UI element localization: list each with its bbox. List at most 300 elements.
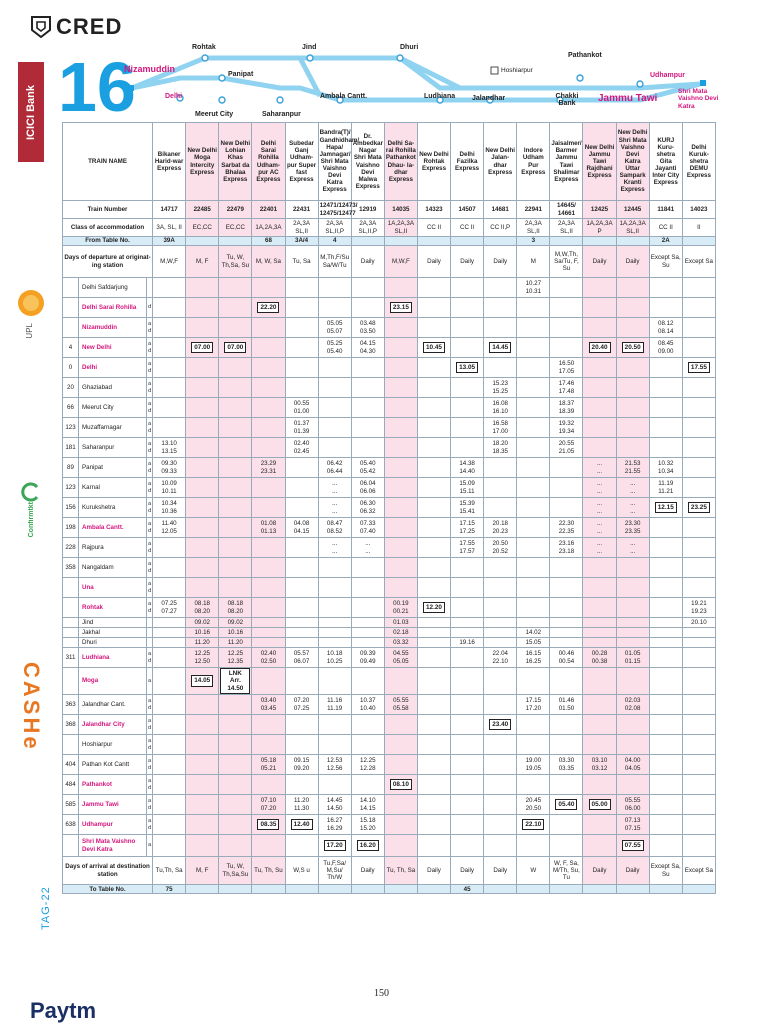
time-cell: [649, 278, 682, 298]
train-number-row-cell: 22431: [285, 201, 318, 219]
days-departure-row: [63, 246, 716, 278]
time-cell: [517, 338, 550, 358]
time-cell: [351, 278, 384, 298]
time-cell: 03.30 03.35: [550, 755, 583, 775]
time-cell: [583, 795, 616, 815]
days-arrival-row-cell: W, F, Sa, M/Th, Su, Tu: [550, 857, 583, 885]
from-table-cell: [451, 237, 484, 246]
time-cell: [384, 418, 417, 438]
time-cell: [351, 298, 384, 318]
train-name-row-cell: Delhi Fazilka Express: [451, 123, 484, 201]
time-cell: [417, 715, 450, 735]
time-cell: [484, 755, 517, 775]
boxed-time: 08.10: [390, 779, 412, 790]
days-arrival-row-cell: Daily: [417, 857, 450, 885]
from-table-cell: 3A/4: [285, 237, 318, 246]
time-cell: 10.16: [219, 628, 252, 638]
class-row-cell: 2A,3A SL,II: [285, 219, 318, 237]
time-cell: [252, 318, 285, 338]
time-cell: [682, 668, 715, 695]
to-table-cell: [649, 885, 682, 894]
boxed-time: LNK Arr. 14.50: [220, 668, 250, 694]
time-cell: 06.04 06.06: [351, 478, 384, 498]
time-cell: [517, 538, 550, 558]
time-cell: [153, 378, 186, 398]
station-row: [63, 518, 716, 538]
time-cell: [550, 618, 583, 628]
time-cell: 23.30 23.35: [616, 518, 649, 538]
time-cell: [318, 735, 351, 755]
km-cell: 228: [63, 538, 79, 558]
time-cell: [517, 598, 550, 618]
hoshiarpur-marker: [491, 67, 498, 74]
time-cell: [384, 715, 417, 735]
time-cell: [550, 278, 583, 298]
time-cell: [517, 815, 550, 835]
days-arrival-row-cell: Tu, Th, Sa: [384, 857, 417, 885]
class-row-cell: CC II: [649, 219, 682, 237]
station-name: Saharanpur: [79, 438, 147, 458]
time-cell: [484, 618, 517, 628]
time-cell: 20.45 20.50: [517, 795, 550, 815]
to-table-cell: [616, 885, 649, 894]
time-cell: [153, 715, 186, 735]
time-cell: 07.25 07.27: [153, 598, 186, 618]
time-cell: [484, 775, 517, 795]
time-cell: [616, 668, 649, 695]
time-cell: [318, 638, 351, 648]
train-name-row-cell: New Delhi Shri Mata Vaishno Devi Katra Uttar Sampark Kranti Express: [616, 123, 649, 201]
train-number-row-cell: 22485: [186, 201, 219, 219]
train-number-row-label: Train Number: [63, 201, 153, 219]
time-cell: [186, 458, 219, 478]
time-cell: [583, 358, 616, 378]
station-row: [63, 338, 716, 358]
arr-dep-marker: a d: [147, 735, 153, 755]
time-cell: [186, 815, 219, 835]
time-cell: [384, 835, 417, 857]
station-row: [63, 378, 716, 398]
arr-dep-marker: a d: [147, 795, 153, 815]
time-cell: 10.09 10.11: [153, 478, 186, 498]
arr-dep-marker: a d: [147, 378, 153, 398]
time-cell: [649, 638, 682, 648]
station-row: [63, 578, 716, 598]
days-departure-row-cell: M,W,F: [384, 246, 417, 278]
time-cell: [649, 538, 682, 558]
from-table-cell: [583, 237, 616, 246]
time-cell: [417, 318, 450, 338]
train-number-row-cell: 22941: [517, 201, 550, 219]
train-name-row-cell: Dr. Ambedkar Nagar Shri Mata Vaishno Devi Malwa Express: [351, 123, 384, 201]
time-cell: [219, 278, 252, 298]
time-cell: 16.27 16.29: [318, 815, 351, 835]
station-name: Rajpura: [79, 538, 147, 558]
train-name-row-cell: New Delhi Lohian Khas Sarbat da Bhalaa Express: [219, 123, 252, 201]
time-cell: [417, 458, 450, 478]
to-table-cell: [417, 885, 450, 894]
timetable: [62, 122, 716, 894]
class-row-cell: 3A, SL, II: [153, 219, 186, 237]
cred-text: CRED: [56, 14, 123, 39]
time-cell: 02.03 02.08: [616, 695, 649, 715]
time-cell: [550, 668, 583, 695]
time-cell: [517, 668, 550, 695]
time-cell: 14.10 14.15: [351, 795, 384, 815]
arr-dep-marker: a d: [147, 498, 153, 518]
time-cell: [484, 278, 517, 298]
time-cell: 05.57 06.07: [285, 648, 318, 668]
time-cell: [517, 775, 550, 795]
time-cell: 12.25 12.28: [351, 755, 384, 775]
map-label-chakki-bank: Chakki Bank: [555, 93, 579, 107]
time-cell: [219, 318, 252, 338]
train-number-row-cell: 11841: [649, 201, 682, 219]
station-name: Moga: [79, 668, 147, 695]
time-cell: [451, 815, 484, 835]
from-table-cell: 68: [252, 237, 285, 246]
time-cell: [318, 628, 351, 638]
time-cell: 15.23 15.25: [484, 378, 517, 398]
time-cell: 00.46 00.54: [550, 648, 583, 668]
time-cell: [252, 498, 285, 518]
time-cell: [649, 518, 682, 538]
train-number-row-cell: 14717: [153, 201, 186, 219]
time-cell: [153, 755, 186, 775]
time-cell: [186, 418, 219, 438]
time-cell: [351, 358, 384, 378]
time-cell: [550, 715, 583, 735]
to-table-row: [63, 885, 716, 894]
arr-dep-marker: a d: [147, 558, 153, 578]
to-table-cell: [318, 885, 351, 894]
time-cell: [484, 338, 517, 358]
time-cell: [451, 338, 484, 358]
km-cell: [63, 598, 79, 618]
time-cell: [285, 775, 318, 795]
time-cell: [351, 618, 384, 628]
km-cell: 4: [63, 338, 79, 358]
time-cell: [186, 558, 219, 578]
days-departure-row-cell: Daily: [451, 246, 484, 278]
station-row: [63, 668, 716, 695]
time-cell: [484, 695, 517, 715]
train-number-row-cell: 14023: [682, 201, 715, 219]
time-cell: [550, 735, 583, 755]
time-cell: [252, 378, 285, 398]
arr-dep-marker: a d: [147, 458, 153, 478]
time-cell: 17.46 17.48: [550, 378, 583, 398]
time-cell: [153, 358, 186, 378]
time-cell: [517, 378, 550, 398]
time-cell: [219, 755, 252, 775]
train-number-row-cell: 14681: [484, 201, 517, 219]
time-cell: [285, 358, 318, 378]
time-cell: [417, 278, 450, 298]
station-row: [63, 835, 716, 857]
time-cell: [417, 398, 450, 418]
time-cell: [186, 398, 219, 418]
time-cell: [451, 755, 484, 775]
time-cell: 20.55 21.05: [550, 438, 583, 458]
time-cell: [252, 578, 285, 598]
time-cell: [285, 478, 318, 498]
time-cell: 18.20 18.35: [484, 438, 517, 458]
time-cell: [451, 418, 484, 438]
station-row: [63, 638, 716, 648]
time-cell: [186, 378, 219, 398]
icici-text: ICICI Bank: [25, 84, 37, 140]
station-name: Una: [79, 578, 147, 598]
time-cell: [417, 578, 450, 598]
time-cell: [318, 438, 351, 458]
time-cell: ... ...: [351, 538, 384, 558]
time-cell: [682, 578, 715, 598]
time-cell: [384, 398, 417, 418]
time-cell: [649, 715, 682, 735]
boxed-time: 22.20: [257, 302, 279, 313]
arr-dep-marker: a d: [147, 598, 153, 618]
days-arrival-row: [63, 857, 716, 885]
time-cell: [318, 418, 351, 438]
km-cell: 0: [63, 358, 79, 378]
time-cell: 14.38 14.40: [451, 458, 484, 478]
time-cell: [616, 338, 649, 358]
station-row: [63, 438, 716, 458]
train-name-row-cell: New Delhi Jalan-dhar Express: [484, 123, 517, 201]
time-cell: [517, 458, 550, 478]
time-cell: [616, 298, 649, 318]
time-cell: [583, 735, 616, 755]
km-cell: 20: [63, 378, 79, 398]
map-label-saharanpur: Saharanpur: [262, 111, 301, 118]
time-cell: [451, 318, 484, 338]
boxed-time: 12.15: [655, 502, 677, 513]
time-cell: [219, 418, 252, 438]
from-table-cell: [682, 237, 715, 246]
km-cell: [63, 278, 79, 298]
time-cell: [517, 715, 550, 735]
from-table-cell: 39A: [153, 237, 186, 246]
time-cell: 10.34 10.36: [153, 498, 186, 518]
to-table-cell: 45: [451, 885, 484, 894]
time-cell: 02.18: [384, 628, 417, 638]
station-name: Jind: [79, 618, 147, 628]
map-label-hoshiarpur: Hoshiarpur: [501, 67, 533, 74]
katra-marker: [700, 80, 706, 86]
from-table-cell: [186, 237, 219, 246]
station-name: Kurukshetra: [79, 498, 147, 518]
confirmtkt-icon: [21, 482, 41, 502]
time-cell: [682, 755, 715, 775]
time-cell: [186, 438, 219, 458]
station-name: Ludhiana: [79, 648, 147, 668]
time-cell: [252, 715, 285, 735]
time-cell: [153, 795, 186, 815]
time-cell: 07.13 07.15: [616, 815, 649, 835]
time-cell: [550, 835, 583, 857]
time-cell: [616, 598, 649, 618]
time-cell: [649, 795, 682, 815]
arr-dep-marker: a d: [147, 755, 153, 775]
time-cell: [616, 358, 649, 378]
time-cell: [616, 578, 649, 598]
time-cell: 00.28 00.38: [583, 648, 616, 668]
time-cell: [351, 638, 384, 648]
time-cell: 20.18 20.23: [484, 518, 517, 538]
time-cell: 22.30 22.35: [550, 518, 583, 538]
time-cell: 03.32: [384, 638, 417, 648]
time-cell: [649, 498, 682, 518]
station-name: Nizamuddin: [79, 318, 147, 338]
time-cell: [451, 298, 484, 318]
time-cell: [318, 358, 351, 378]
station-row: [63, 278, 716, 298]
time-cell: [186, 298, 219, 318]
boxed-time: 23.40: [489, 719, 511, 730]
time-cell: 08.47 08.52: [318, 518, 351, 538]
time-cell: [649, 735, 682, 755]
time-cell: [517, 478, 550, 498]
km-cell: [63, 735, 79, 755]
time-cell: [484, 598, 517, 618]
time-cell: [517, 735, 550, 755]
time-cell: [417, 795, 450, 815]
time-cell: [219, 775, 252, 795]
time-cell: [252, 478, 285, 498]
time-cell: 09.02: [219, 618, 252, 628]
time-cell: [451, 775, 484, 795]
time-cell: [682, 628, 715, 638]
train-number-row: [63, 201, 716, 219]
time-cell: [219, 715, 252, 735]
time-cell: [417, 648, 450, 668]
km-cell: 123: [63, 418, 79, 438]
class-row-label: Class of accommodation: [63, 219, 153, 237]
train-number-row-cell: 14645/ 14661: [550, 201, 583, 219]
time-cell: [384, 755, 417, 775]
class-row: [63, 219, 716, 237]
km-cell: [63, 668, 79, 695]
boxed-time: 12.40: [291, 819, 313, 830]
time-cell: ... ...: [583, 478, 616, 498]
days-departure-row-cell: M,W,Th, Sa/Tu, F, Su: [550, 246, 583, 278]
km-cell: 66: [63, 398, 79, 418]
time-cell: [550, 598, 583, 618]
time-cell: ... ...: [583, 458, 616, 478]
time-cell: [417, 668, 450, 695]
time-cell: [384, 298, 417, 318]
time-cell: [682, 358, 715, 378]
time-cell: 04.15 04.30: [351, 338, 384, 358]
time-cell: [384, 558, 417, 578]
time-cell: [517, 298, 550, 318]
time-cell: [417, 298, 450, 318]
km-cell: 368: [63, 715, 79, 735]
time-cell: [417, 735, 450, 755]
time-cell: 17.55 17.57: [451, 538, 484, 558]
time-cell: [318, 298, 351, 318]
time-cell: [351, 398, 384, 418]
time-cell: [318, 558, 351, 578]
time-cell: 02.40 02.45: [285, 438, 318, 458]
days-arrival-row-cell: Daily: [484, 857, 517, 885]
time-cell: [451, 598, 484, 618]
time-cell: 23.16 23.18: [550, 538, 583, 558]
time-cell: 04.00 04.05: [616, 755, 649, 775]
time-cell: [417, 358, 450, 378]
time-cell: [451, 628, 484, 638]
time-cell: [583, 318, 616, 338]
time-cell: 11.16 11.19: [318, 695, 351, 715]
time-cell: 20.10: [682, 618, 715, 628]
time-cell: [616, 638, 649, 648]
km-cell: 404: [63, 755, 79, 775]
time-cell: 21.53 21.55: [616, 458, 649, 478]
time-cell: [153, 815, 186, 835]
time-cell: [318, 398, 351, 418]
from-table-cell: [219, 237, 252, 246]
time-cell: [682, 695, 715, 715]
time-cell: [649, 438, 682, 458]
time-cell: [484, 795, 517, 815]
time-cell: ... ...: [583, 518, 616, 538]
time-cell: [285, 558, 318, 578]
days-departure-row-cell: M: [517, 246, 550, 278]
time-cell: [417, 835, 450, 857]
days-arrival-row-cell: Daily: [351, 857, 384, 885]
time-cell: [252, 775, 285, 795]
time-cell: [219, 378, 252, 398]
time-cell: [219, 795, 252, 815]
days-departure-row-cell: Daily: [417, 246, 450, 278]
station-name: Dhuri: [79, 638, 147, 648]
time-cell: [252, 628, 285, 638]
class-row-cell: 2A,3A SL,II,P: [318, 219, 351, 237]
time-cell: [583, 278, 616, 298]
train-name-row-cell: New Delhi Jammu Tawi Rajdhani Express: [583, 123, 616, 201]
train-number-row-cell: 12425: [583, 201, 616, 219]
time-cell: [351, 835, 384, 857]
station-name: Delhi Sarai Rohilla: [79, 298, 147, 318]
time-cell: ... ...: [616, 478, 649, 498]
time-cell: [285, 378, 318, 398]
time-cell: [550, 578, 583, 598]
to-table-cell: [682, 885, 715, 894]
to-table-cell: [219, 885, 252, 894]
time-cell: [285, 628, 318, 638]
time-cell: 14.02: [517, 628, 550, 638]
time-cell: [417, 618, 450, 628]
station-row: [63, 715, 716, 735]
boxed-time: 23.15: [390, 302, 412, 313]
time-cell: [682, 538, 715, 558]
station-row: [63, 815, 716, 835]
time-cell: [318, 775, 351, 795]
time-cell: [219, 695, 252, 715]
time-cell: 12.25 12.50: [186, 648, 219, 668]
km-cell: 358: [63, 558, 79, 578]
time-cell: 05.40 05.42: [351, 458, 384, 478]
km-cell: 363: [63, 695, 79, 715]
boxed-time: 16.20: [357, 840, 379, 851]
arr-dep-marker: a: [147, 835, 153, 857]
time-cell: [186, 695, 219, 715]
train-number-row-cell: 22479: [219, 201, 252, 219]
time-cell: [384, 775, 417, 795]
time-cell: [351, 775, 384, 795]
time-cell: 05.25 05.40: [318, 338, 351, 358]
